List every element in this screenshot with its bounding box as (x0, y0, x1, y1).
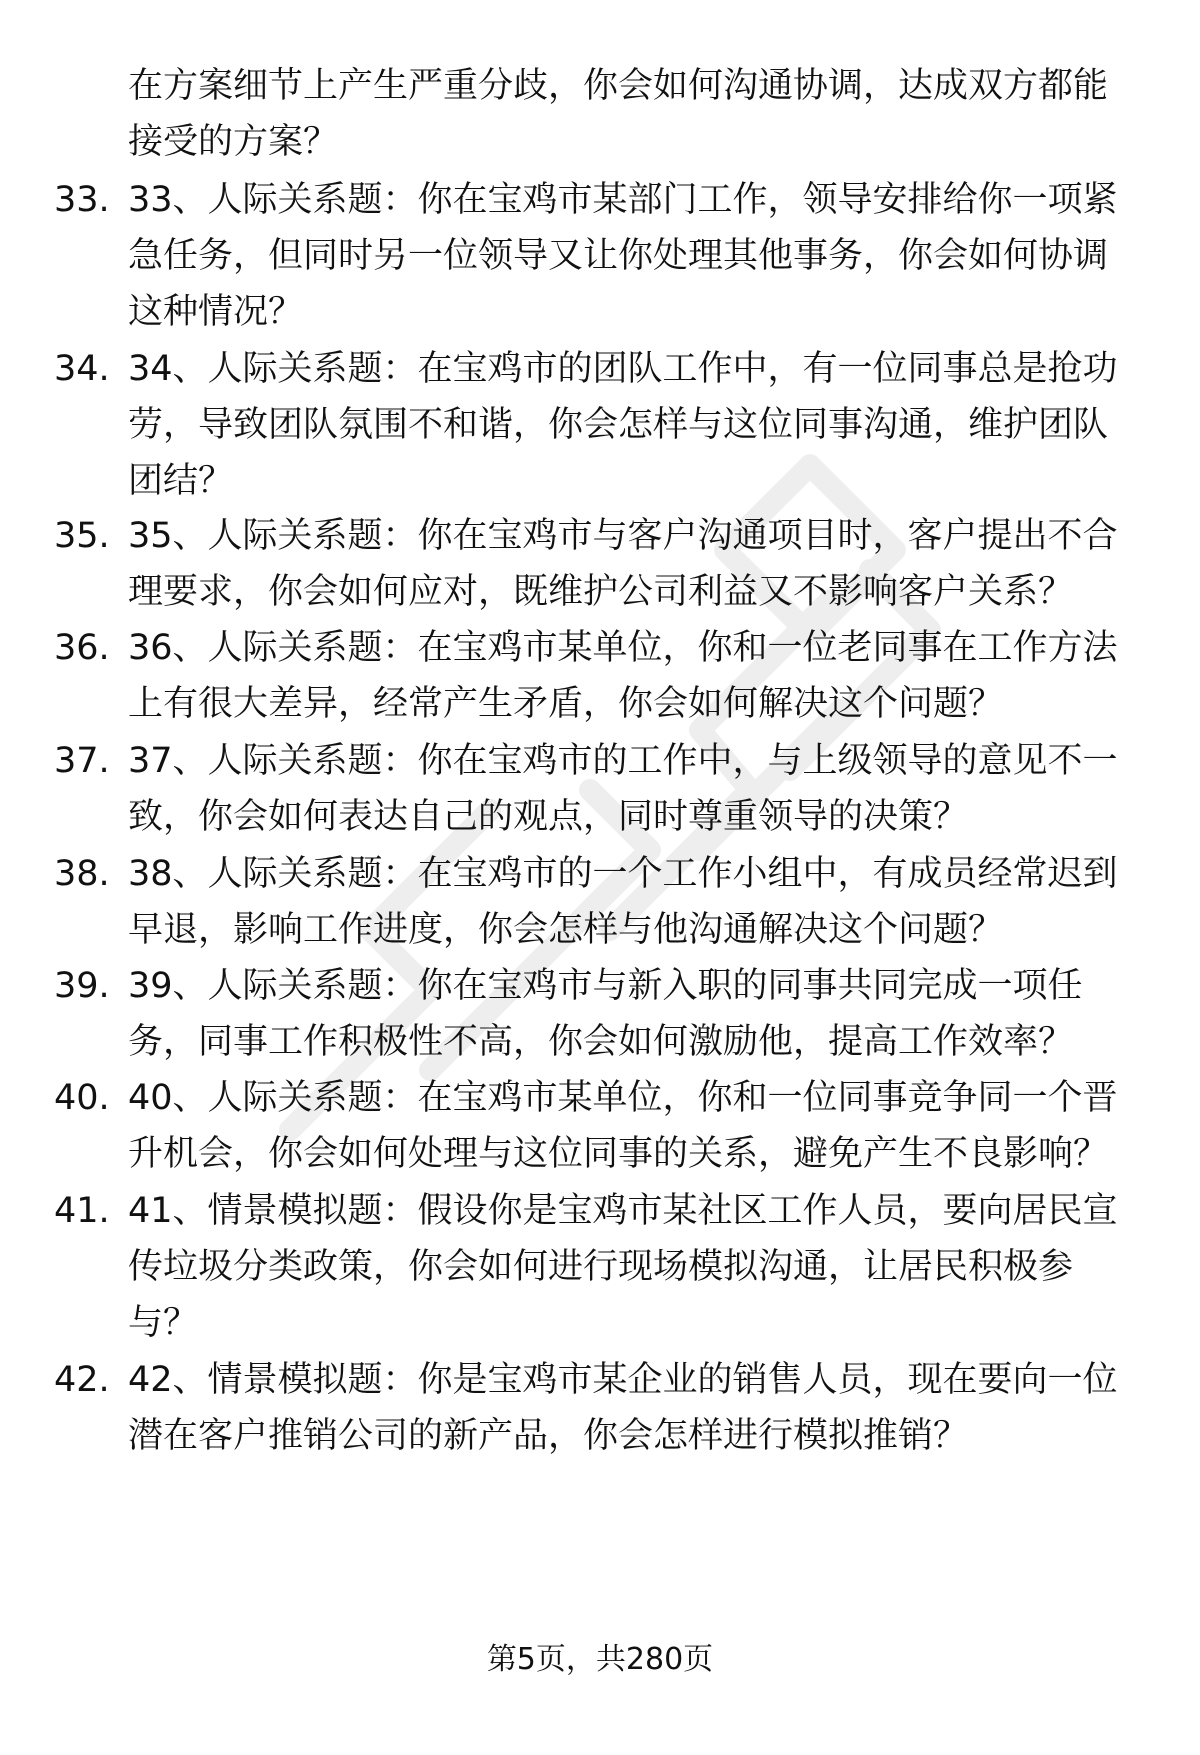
item-text: 42、情景模拟题：你是宝鸡市某企业的销售人员，现在要向一位潜在客户推销公司的新产品，你会怎样进行模拟推销？ (128, 1360, 1118, 1456)
item-text: 38、人际关系题：在宝鸡市的一个工作小组中，有成员经常迟到早退，影响工作进度，你会怎样与他沟通解决这个问题？ (128, 854, 1118, 950)
item-text: 37、人际关系题：你在宝鸡市的工作中，与上级领导的意见不一致，你会如何表达自己的观点，同时尊重领导的决策？ (128, 741, 1118, 837)
item-text: 41、情景模拟题：假设你是宝鸡市某社区工作人员，要向居民宣传垃圾分类政策，你会如何进行现场模拟沟通，让居民积极参与？ (128, 1191, 1118, 1343)
item-text: 39、人际关系题：你在宝鸡市与新入职的同事共同完成一项任务，同事工作积极性不高，你会如何激励他，提高工作效率？ (128, 966, 1083, 1062)
page-footer: 第5页，共280页 (486, 1642, 714, 1677)
item-number: 37. (54, 741, 110, 781)
item-text: 35、人际关系题：你在宝鸡市与客户沟通项目时，客户提出不合理要求，你会如何应对，既维护公司利益又不影响客户关系？ (128, 516, 1118, 612)
item-number: 33. (54, 180, 110, 220)
item-text: 34、人际关系题：在宝鸡市的团队工作中，有一位同事总是抢功劳，导致团队氛围不和谐，你会怎样与这位同事沟通，维护团队团结？ (128, 349, 1118, 501)
item-text: 40、人际关系题：在宝鸡市某单位，你和一位同事竞争同一个晋升机会，你会如何处理与这位同事的关系，避免产生不良影响？ (128, 1078, 1118, 1174)
item-number: 36. (54, 628, 110, 668)
item-text: 36、人际关系题：在宝鸡市某单位，你和一位老同事在工作方法上有很大差异，经常产生矛盾，你会如何解决这个问题？ (128, 628, 1118, 724)
item-number: 41. (54, 1191, 110, 1231)
item-number: 38. (54, 854, 110, 894)
item-number: 39. (54, 966, 110, 1006)
item-number: 42. (54, 1360, 110, 1400)
item-text: 33、人际关系题：你在宝鸡市某部门工作，领导安排给你一项紧急任务，但同时另一位领导又让你处理其他事务，你会如何协调这种情况？ (128, 180, 1118, 332)
item-number: 40. (54, 1078, 110, 1118)
continuation-paragraph: 在方案细节上产生严重分歧，你会如何沟通协调，达成双方都能接受的方案？ (128, 66, 1109, 162)
item-number: 35. (54, 516, 110, 556)
item-number: 34. (54, 349, 110, 389)
